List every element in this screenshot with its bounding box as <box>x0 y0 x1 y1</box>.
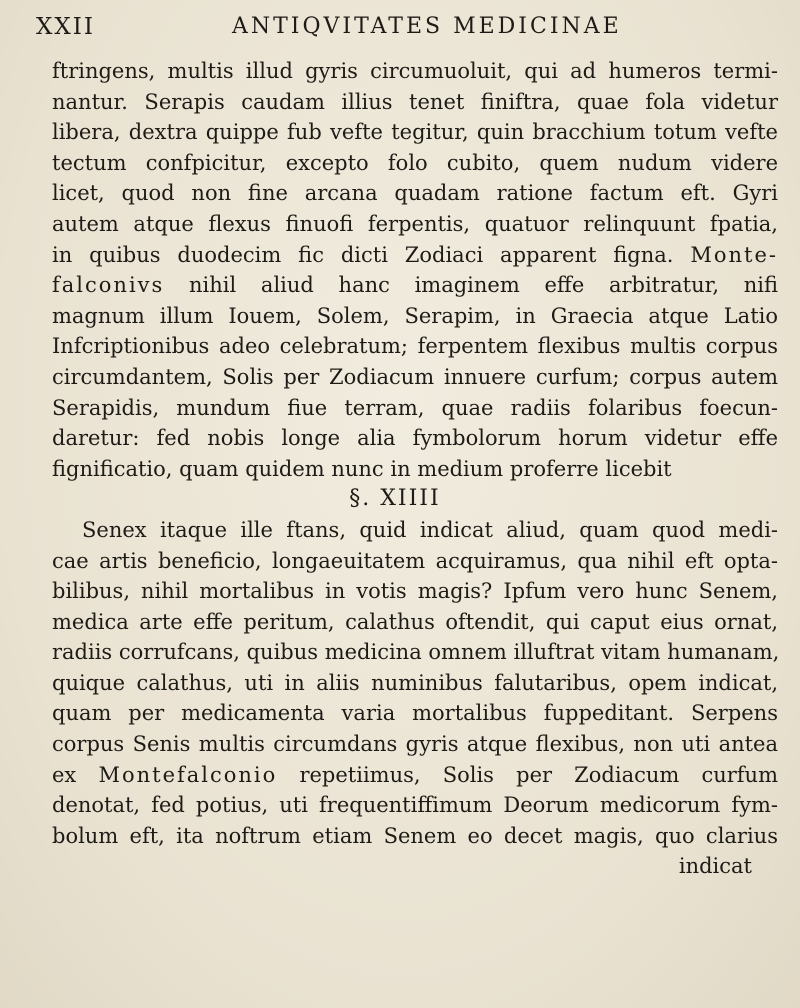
section-heading: §. XIIII <box>349 486 441 512</box>
text-line: quique calathus, uti in aliis numinibus falutaribus, opem indicat, <box>52 670 778 695</box>
text-line: fignificatio, quam quidem nunc in medium proferre licebit <box>52 456 672 481</box>
text-line: quam per medicamenta varia mortalibus fuppeditant. Serpens <box>52 701 778 726</box>
text-span: in quibus duodecim fic dicti Zodiaci apparent figna. <box>52 242 674 267</box>
text-line: daretur: fed nobis longe alia fymbolorum horum videtur effe <box>52 426 778 451</box>
text-line: corpus Senis multis circumdans gyris atque flexibus, non uti antea <box>52 732 778 757</box>
text-span: repetiimus, Solis per Zodiacum curfum <box>299 762 778 787</box>
text-line: cae artis beneficio, longaeuitatem acquiramus, qua nihil eft opta- <box>52 548 778 573</box>
text-line: ftringens, multis illud gyris circumuoluit, qui ad humeros termi- <box>52 59 778 83</box>
text-line: circumdantem, Solis per Zodiacum innuere curfum; corpus autem <box>52 364 778 389</box>
text-line: nantur. Serapis caudam illius tenet finiftra, quae fola videtur <box>52 89 778 114</box>
text-line: medica arte effe peritum, calathus oftendit, qui caput eius ornat, <box>52 609 778 634</box>
text-line <box>52 240 778 271</box>
author-name-montefalconius-cont: falconivs <box>52 273 165 298</box>
body-text <box>52 56 778 882</box>
text-line: Infcriptionibus adeo celebratum; ferpentem flexibus multis corpus <box>52 334 778 359</box>
text-line: licet, quod non fine arcana quadam ratione factum eft. Gyri <box>52 181 778 206</box>
text-line: radiis corrufcans, quibus medicina omnem illuftrat vitam humanam, <box>52 640 780 665</box>
page-header <box>36 14 764 48</box>
author-name-montefalconio: Montefalconio <box>98 762 278 787</box>
text-line <box>52 270 778 301</box>
text-line: magnum illum Iouem, Solem, Serapim, in Graecia atque Latio <box>52 303 778 328</box>
text-span: ex <box>52 762 77 787</box>
text-line: libera, dextra quippe fub vefte tegitur, quin bracchium totum vefte <box>52 120 778 145</box>
text-line: autem atque flexus finuofi ferpentis, quatuor relinquunt fpatia, <box>52 211 778 236</box>
author-name-montefalconius: Monte- <box>690 242 778 267</box>
text-line: bolum eft, ita noftrum etiam Senem eo decet magis, quo clarius <box>52 823 778 848</box>
text-line: denotat, fed potius, uti frequentiffimum Deorum medicorum fym- <box>52 793 778 818</box>
text-line: bilibus, nihil mortalibus in votis magis? Ipfum vero hunc Senem, <box>52 579 778 604</box>
page-number: XXII <box>36 14 95 40</box>
text-line: tectum confpicitur, excepto folo cubito, quem nudum videre <box>52 150 778 175</box>
text-line: Serapidis, mundum fiue terram, quae radiis folaribus foecun- <box>52 395 778 420</box>
text-line <box>52 760 778 791</box>
catchword: indicat <box>678 854 752 879</box>
text-line: Senex itaque ille ftans, quid indicat aliud, quam quod medi- <box>82 517 778 542</box>
text-span: nihil aliud hanc imaginem effe arbitratur, nifi <box>189 273 778 298</box>
running-head: ANTIQVITATES MEDICINAE <box>232 14 622 39</box>
